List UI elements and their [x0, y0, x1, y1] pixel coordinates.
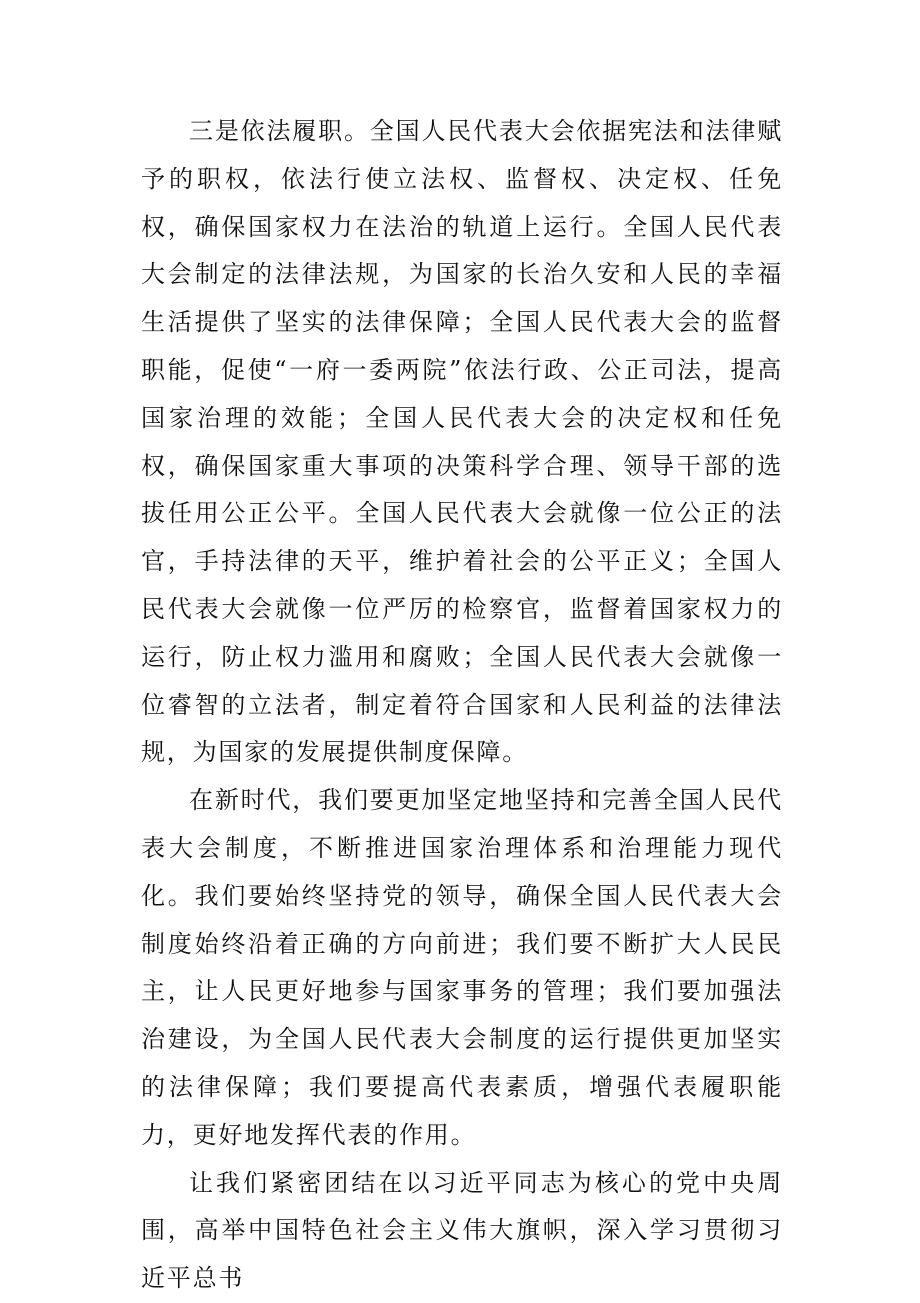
- paragraph-1: 三是依法履职。全国人民代表大会依据宪法和法律赋予的职权，依法行使立法权、监督权、决定权、任免权，确保国家权力在法治的轨道上运行。全国人民代表大会制定的法律法规，为国家的长治久安和人民的幸福生活提供了坚实的法律保障；全国人民代表大会的监督职能，促使“一府一委两院”依法行政、公正司法，提高国家治理的效能；全国人民代表大会的决定权和任免权，确保国家重大事项的决策科学合理、领导干部的选拔任用公正公平。全国人民代表大会就像一位公正的法官，手持法律的天平，维护着社会的公平正义；全国人民代表大会就像一位严厉的检察官，监督着国家权力的运行，防止权力滥用和腐败；全国人民代表大会就像一位睿智的立法者，制定着符合国家和人民利益的法律法规，为国家的发展提供制度保障。: [141, 117, 783, 767]
- paragraph-2: 在新时代，我们要更加坚定地坚持和完善全国人民代表大会制度，不断推进国家治理体系和治理能力现代化。我们要始终坚持党的领导，确保全国人民代表大会制度始终沿着正确的方向前进；我们要不断扩大人民民主，让人民更好地参与国家事务的管理；我们要加强法治建设，为全国人民代表大会制度的运行提供更加坚实的法律保障；我们要提高代表素质，增强代表履职能力，更好地发挥代表的作用。: [141, 786, 783, 1149]
- paragraph-3: 让我们紧密团结在以习近平同志为核心的党中央周围，高举中国特色社会主义伟大旗帜，深入学习贯彻习近平总书: [141, 1168, 783, 1293]
- document-body: [141, 108, 783, 1303]
